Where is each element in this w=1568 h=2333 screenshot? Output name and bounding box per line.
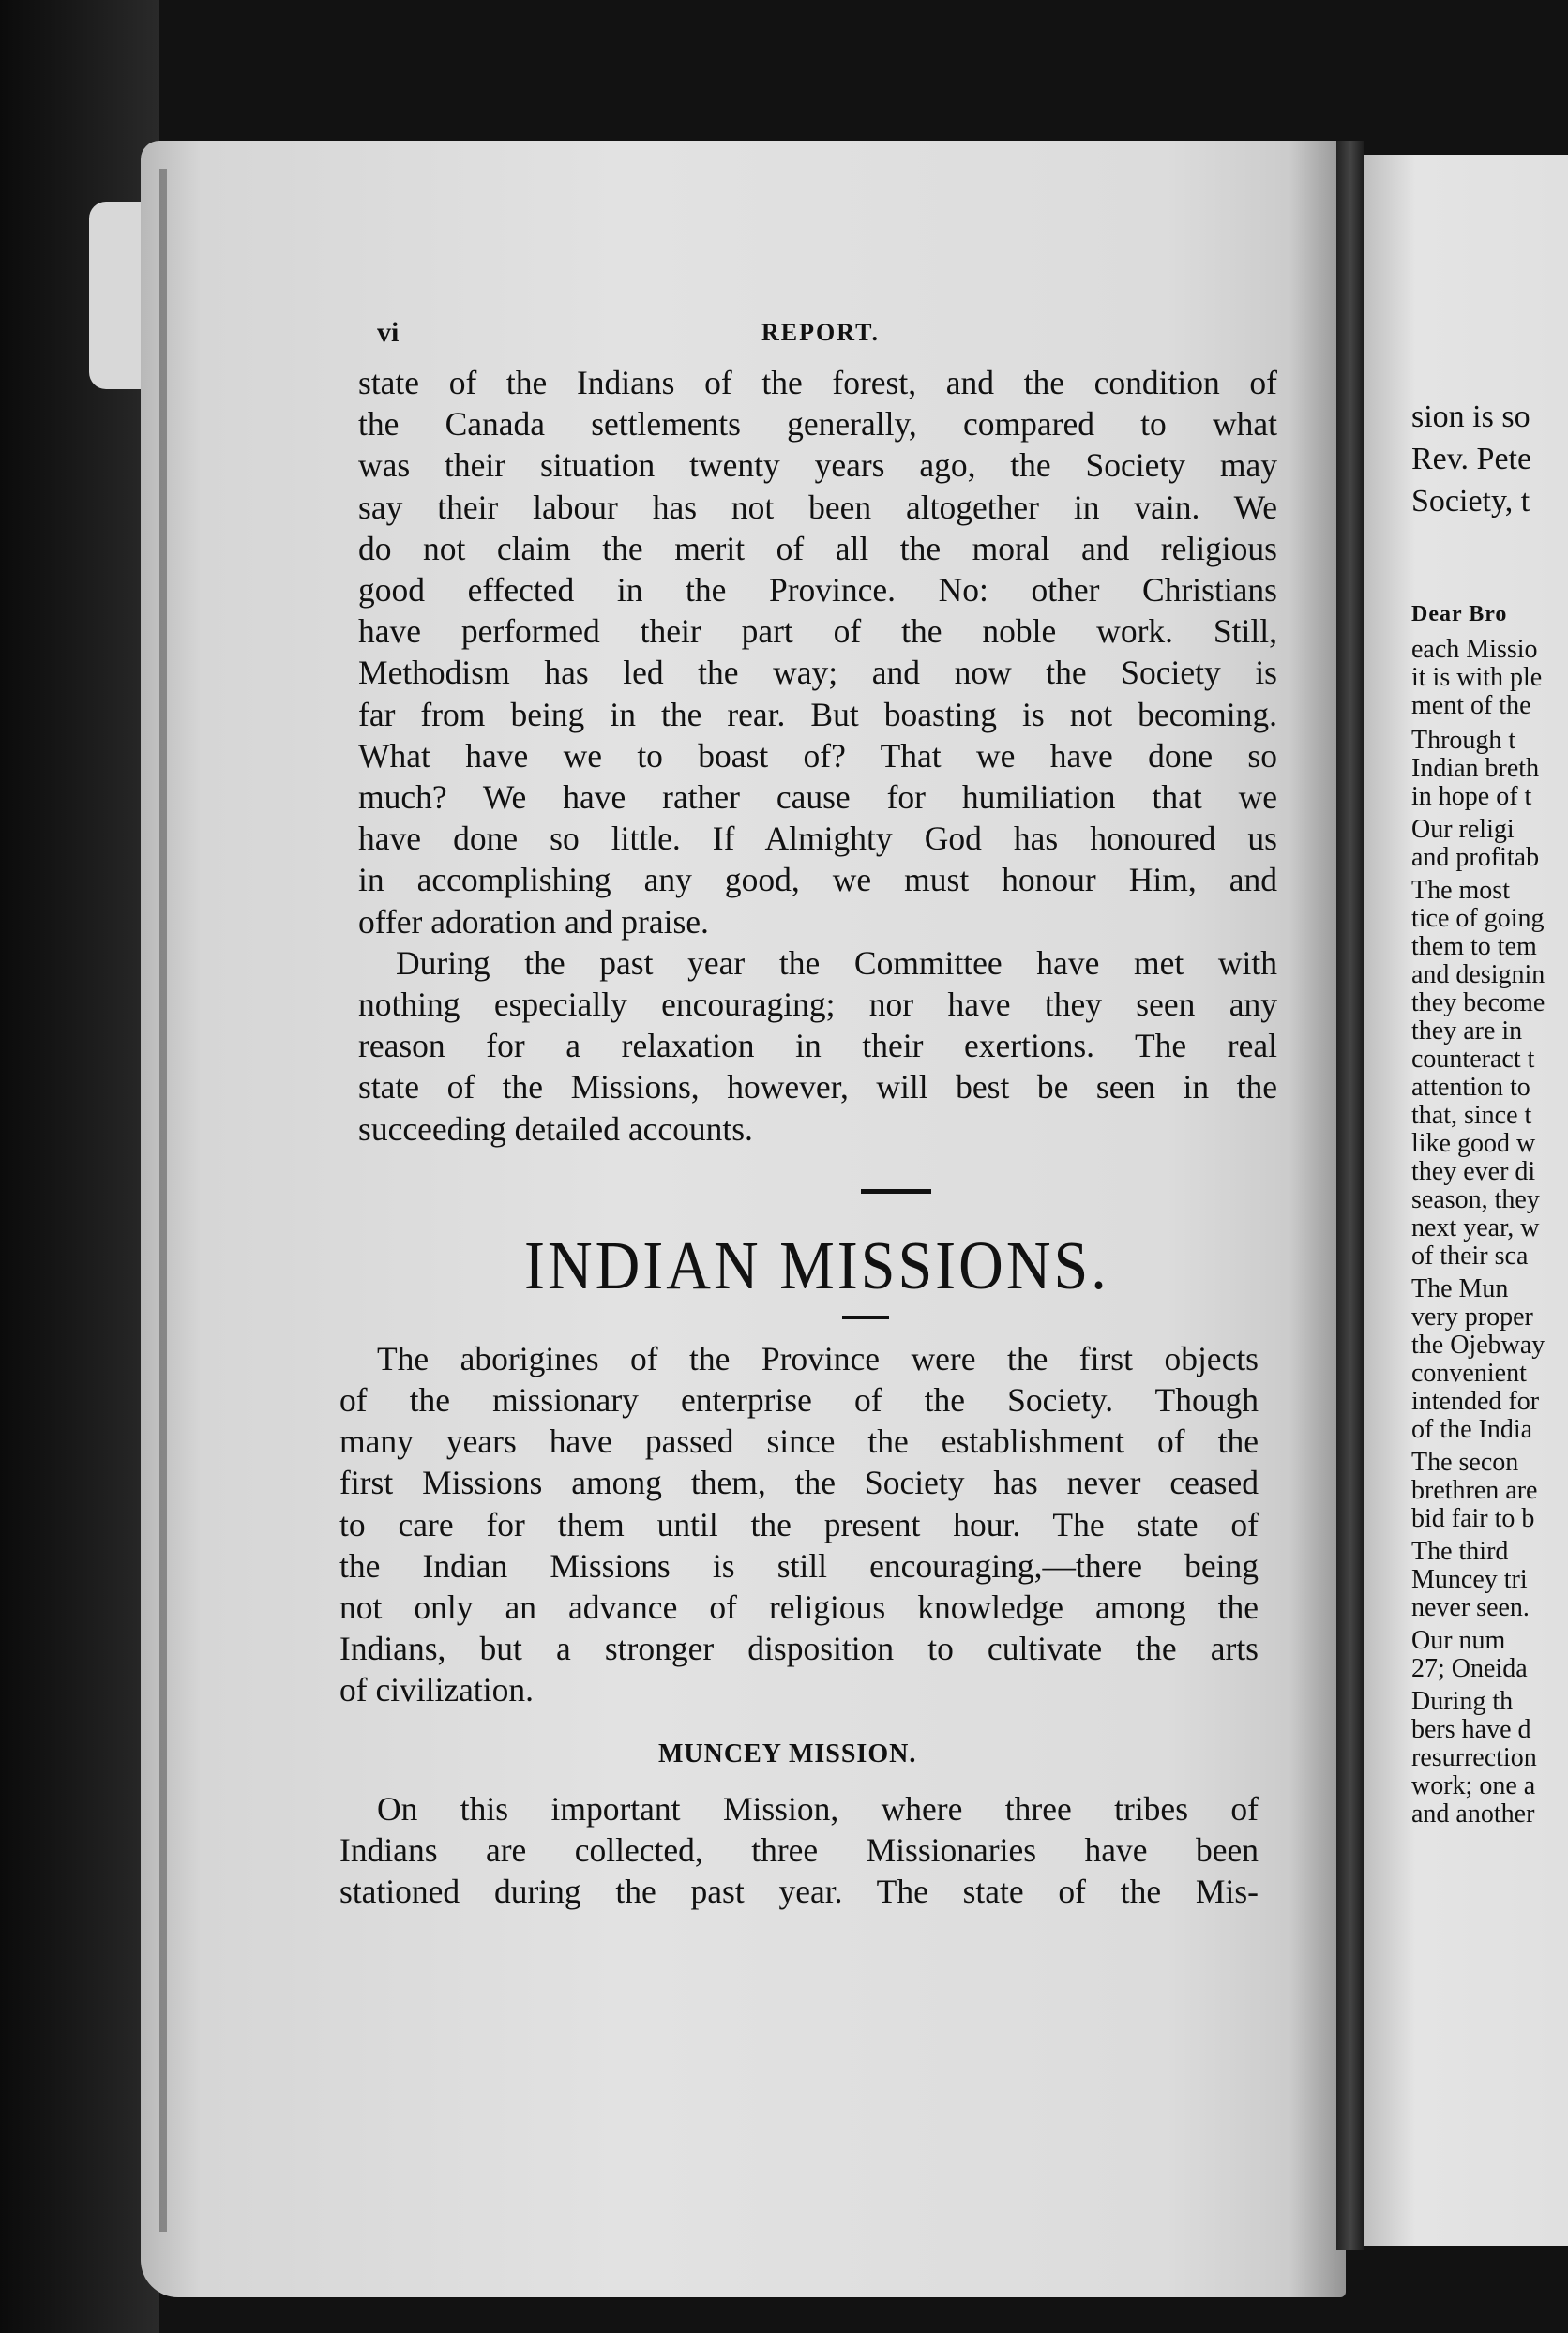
text-line: far from being in the rear. But boasting is not becoming. <box>358 695 1277 733</box>
section-rule-bottom <box>842 1316 889 1319</box>
paragraph-1 <box>218 362 1277 942</box>
left-page-content <box>218 317 1277 1912</box>
right-page-line: very proper <box>1411 1303 1533 1332</box>
right-page-line: Muncey tri <box>1411 1566 1528 1594</box>
right-page-line: like good w <box>1411 1130 1536 1158</box>
right-page-line: next year, w <box>1411 1214 1540 1242</box>
paragraph-2 <box>218 942 1277 1150</box>
text-line: good effected in the Province. No: other Christians <box>358 571 1277 610</box>
text-line: stationed during the past year. The state of the Mis- <box>339 1873 1259 1911</box>
right-page-line: it is with ple <box>1411 664 1543 692</box>
text-line: not only an advance of religious knowledge among the <box>339 1588 1259 1627</box>
right-page-line: intended for <box>1411 1388 1540 1416</box>
right-page-line: and another <box>1411 1800 1535 1829</box>
right-page-line: of the India <box>1411 1416 1533 1444</box>
text-line: During the past year the Committee have met with <box>396 943 1277 982</box>
right-page-line: brethren are <box>1411 1477 1538 1505</box>
right-page-line: Our religi <box>1411 816 1515 844</box>
text-line: Methodism has led the way; and now the Society is <box>358 654 1277 692</box>
right-page-line: the Ojebway <box>1411 1332 1545 1360</box>
right-page-line: resurrection <box>1411 1744 1537 1772</box>
right-page-line: tice of going <box>1411 905 1545 933</box>
right-page-line: The third <box>1411 1538 1509 1566</box>
text-line: of the missionary enterprise of the Society. Though <box>339 1381 1259 1420</box>
right-page-line: The most <box>1411 877 1510 905</box>
right-page-line: they become <box>1411 989 1545 1017</box>
right-page-line: they are in <box>1411 1017 1523 1046</box>
right-page-line: and designin <box>1411 961 1545 989</box>
section-rule-top <box>861 1189 931 1194</box>
right-page-line: that, since t <box>1411 1102 1532 1130</box>
subheading: MUNCEY MISSION. <box>658 1738 917 1769</box>
right-page-line: Indian breth <box>1411 755 1540 783</box>
right-page-line: The secon <box>1411 1449 1519 1477</box>
text-line: state of the Missions, however, will best be seen in the <box>358 1068 1277 1106</box>
text-line: The aborigines of the Province were the first objects <box>377 1339 1259 1377</box>
paragraph-3 <box>218 1338 1259 1711</box>
right-page-line: 27; Oneida <box>1411 1655 1528 1683</box>
right-page-line: never seen. <box>1411 1594 1530 1622</box>
paragraph-4 <box>218 1788 1259 1913</box>
text-line: have performed their part of the noble work. Still, <box>358 612 1277 651</box>
right-page-line: each Missio <box>1411 636 1538 664</box>
right-page-line: bers have d <box>1411 1716 1531 1744</box>
right-page-line: Society, t <box>1411 484 1530 519</box>
book-gutter <box>1336 141 1364 2250</box>
text-line: reason for a relaxation in their exertions. The real <box>358 1027 1277 1065</box>
text-line: Indians are collected, three Missionaries have been <box>339 1830 1259 1869</box>
right-page-line: During th <box>1411 1688 1514 1716</box>
text-line: say their labour has not been altogether in vain. We <box>358 488 1277 526</box>
right-page-line: work; one a <box>1411 1772 1536 1800</box>
text-line: nothing especially encouraging; nor have they seen any <box>358 986 1277 1024</box>
right-page-line: and profitab <box>1411 844 1540 872</box>
text-line: succeeding detailed accounts. <box>358 1109 753 1148</box>
text-line: in accomplishing any good, we must honour Him, and <box>358 861 1277 899</box>
right-page-line: in hope of t <box>1411 783 1532 811</box>
text-line: do not claim the merit of all the moral and religious <box>358 529 1277 567</box>
right-page-line: bid fair to b <box>1411 1505 1535 1533</box>
text-line: the Indian Missions is still encouraging,—there being <box>339 1546 1259 1585</box>
text-line: of civilization. <box>339 1671 535 1709</box>
section-title: INDIAN MISSIONS. <box>524 1228 1109 1304</box>
running-head-title: REPORT. <box>761 319 880 346</box>
text-line: Indians, but a stronger disposition to cultivate the arts <box>339 1630 1259 1668</box>
right-page-line: Rev. Pete <box>1411 442 1532 476</box>
text-line: was their situation twenty years ago, the Society may <box>358 446 1277 485</box>
text-line: offer adoration and praise. <box>358 902 709 941</box>
text-line: have done so little. If Almighty God has honoured us <box>358 820 1277 858</box>
page-folio: vi <box>377 317 400 348</box>
page-edge-line <box>159 169 167 2232</box>
text-line: What have we to boast of? That we have done so <box>358 736 1277 775</box>
text-line: On this important Mission, where three tribes of <box>377 1789 1259 1828</box>
right-page-line: ment of the <box>1411 692 1531 720</box>
text-line: many years have passed since the establishment of the <box>339 1422 1259 1461</box>
running-head <box>218 317 1277 362</box>
text-line: much? We have rather cause for humiliation that we <box>358 778 1277 817</box>
right-page-line: Dear Bro <box>1411 602 1508 626</box>
right-page-line: they ever di <box>1411 1158 1536 1186</box>
right-page-line: sion is so <box>1411 399 1530 434</box>
right-page-line: attention to <box>1411 1074 1530 1102</box>
right-page-line: convenient <box>1411 1360 1527 1388</box>
text-line: the Canada settlements generally, compared to what <box>358 405 1277 444</box>
right-page-line: season, they <box>1411 1186 1540 1214</box>
right-page-line: them to tem <box>1411 933 1537 961</box>
text-line: to care for them until the present hour. The state of <box>339 1505 1259 1543</box>
text-line: first Missions among them, the Society has never ceased <box>339 1464 1259 1502</box>
right-page-line: Our num <box>1411 1627 1506 1655</box>
right-page-line: The Mun <box>1411 1275 1509 1303</box>
text-line: state of the Indians of the forest, and the condition of <box>358 364 1277 401</box>
right-page-line: Through t <box>1411 727 1516 755</box>
right-page-line: of their sca <box>1411 1242 1529 1271</box>
right-page-line: counteract t <box>1411 1046 1535 1074</box>
